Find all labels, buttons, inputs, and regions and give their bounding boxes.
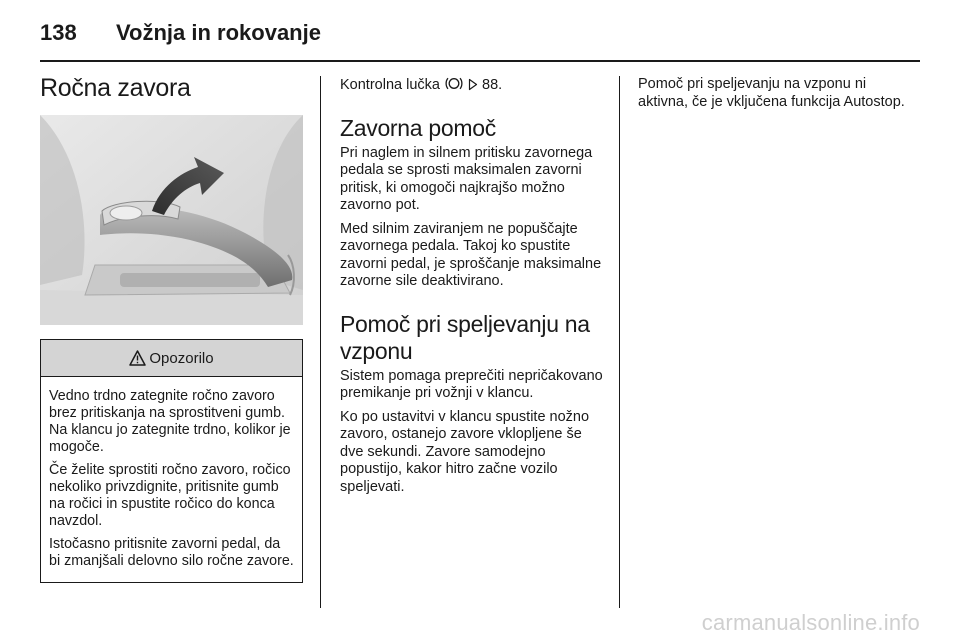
page-number: 138	[40, 20, 77, 45]
brake-assist-paragraph: Pri naglem in silnem pritisku zavornega pedala se sprosti maksimalen zavorni pritisk, ki omogoči najkrajšo možno zavorno pot.	[340, 144, 593, 213]
chapter-title: Vožnja in rokovanje	[116, 20, 321, 45]
warning-body	[41, 377, 302, 582]
warning-header	[41, 340, 302, 377]
warning-paragraph: Istočasno pritisnite zavorni pedal, da bi zmanjšali delovno silo ročne zavore.	[49, 536, 294, 569]
control-light-page-ref: 88.	[482, 77, 503, 93]
brake-assist-paragraph: Med silnim zaviranjem ne popuščajte zavornega pedala. Takoj ko spustite zavorni pedal, je sproščanje maksimalne zavorne sile deaktivirano.	[340, 220, 602, 289]
page-reference-arrow-icon	[468, 78, 478, 91]
control-light-reference	[340, 76, 608, 95]
hill-start-paragraph: Ko po ustavitvi v klancu spustite nožno zavoro, ostanejo zavore vklopljene še dve sekundi. Zavore samodejno popustijo, kakor hitro začne vozilo speljevati.	[340, 408, 590, 495]
control-light-label: Kontrolna lučka	[340, 77, 440, 93]
page-header	[40, 20, 920, 60]
section-title-brake-assist: Zavorna pomoč	[340, 114, 496, 141]
warning-paragraph: Vedno trdno zategnite ročno zavoro brez pritiskanja na sprostitveni gumb. Na klancu jo zategnite trdno, kolikor je mogoče.	[49, 388, 291, 455]
header-rule	[40, 60, 920, 62]
watermark: carmanualsonline.info	[701, 610, 920, 635]
brake-warning-light-icon	[444, 76, 464, 91]
warning-paragraph: Če želite sprostiti ročno zavoro, ročico nekoliko privzdignite, pritisnite gumb na ročici in spustite ročico do konca navzdol.	[49, 462, 291, 529]
warning-box	[40, 339, 303, 583]
hill-start-paragraph: Sistem pomaga preprečiti nepričakovano premikanje pri vožnji v klancu.	[340, 367, 603, 401]
column-autostop-note	[638, 76, 918, 117]
column-divider-2	[619, 76, 620, 608]
warning-triangle-icon	[129, 350, 146, 366]
section-title-hill-start-assist: Pomoč pri speljevanju na vzponu	[340, 310, 590, 364]
handbrake-illustration	[40, 115, 303, 325]
column-brake-assist	[340, 76, 608, 502]
column-handbrake	[40, 74, 305, 583]
warning-label: Opozorilo	[149, 349, 214, 367]
section-title-handbrake: Ročna zavora	[40, 74, 191, 102]
autostop-paragraph: Pomoč pri speljevanju na vzponu ni aktivna, če je vključena funkcija Autostop.	[638, 76, 905, 110]
column-divider-1	[320, 76, 321, 608]
